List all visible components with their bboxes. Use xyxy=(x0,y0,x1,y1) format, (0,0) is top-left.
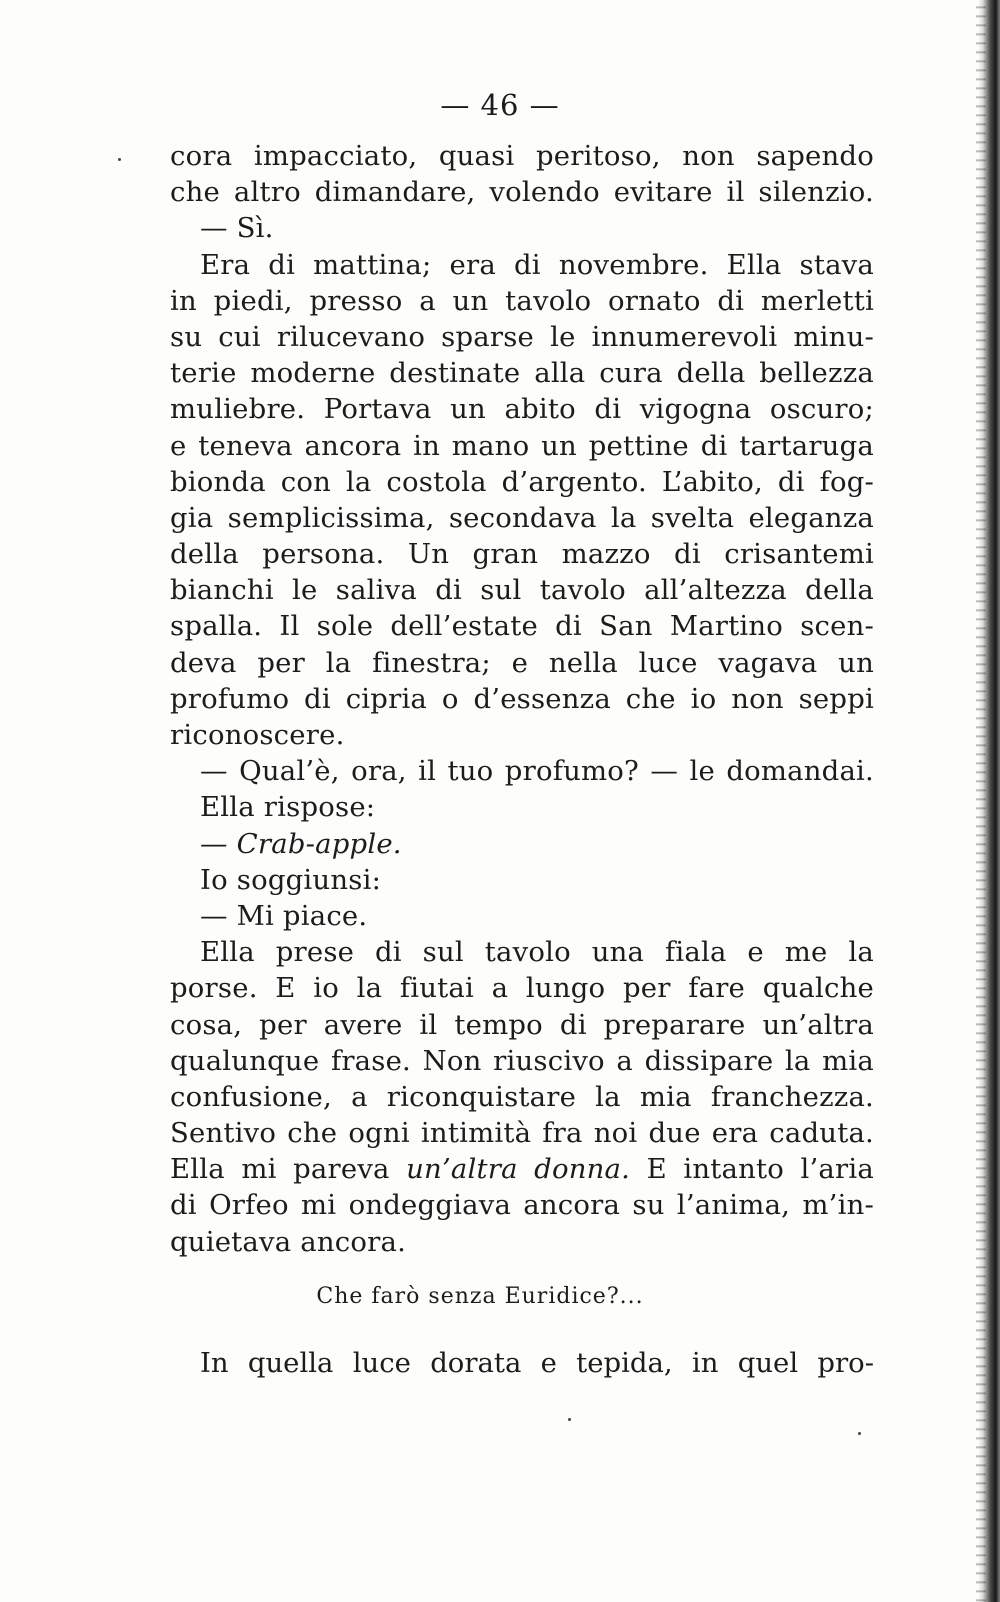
text-line: quietava ancora. xyxy=(170,1225,407,1258)
text-line: riconoscere. xyxy=(170,719,345,751)
text-line: di Orfeo mi ondeggiava ancora su l’anima, m’in- xyxy=(170,1189,874,1222)
text-line: e teneva ancora in mano un pettine di tartaruga xyxy=(170,429,874,462)
text-line: Ella rispose: xyxy=(200,791,376,824)
body-text-final-line: In quella luce dorata e tepida, in quel pro- xyxy=(200,1347,874,1379)
italic-phrase: un’altra donna. xyxy=(406,1153,631,1186)
text-line: Io soggiunsi: xyxy=(200,863,382,896)
text-line: cora impacciato, quasi peritoso, non sapendo xyxy=(170,140,874,172)
epigraph-quote: Che farò senza Euridice?... xyxy=(316,1284,644,1309)
page-number: — 46 — xyxy=(440,88,560,122)
text-line: deva per la finestra; e nella luce vagava un xyxy=(170,646,874,679)
text-line: bianchi le saliva di sul tavolo all’altezza della xyxy=(170,574,874,607)
text-line: qualunque frase. Non riuscivo a dissipare la mia xyxy=(170,1044,874,1077)
text-line: Sentivo che ogni intimità fra noi due era caduta. xyxy=(170,1117,874,1150)
text-line: bionda con la costola d’argento. L’abito, di fog- xyxy=(170,465,874,498)
text-line: porse. E io la fiutai a lungo per fare qualche xyxy=(170,972,874,1005)
text-line: profumo di cipria o d’essenza che io non seppi xyxy=(170,682,874,715)
text-line: in piedi, presso a un tavolo ornato di merletti xyxy=(170,284,874,317)
text-line: Era di mattina; era di novembre. Ella stava xyxy=(200,248,874,281)
text-line: — Sì. xyxy=(200,212,274,245)
text-line: spalla. Il sole dell’estate di San Martino scen- xyxy=(170,610,874,643)
ink-speck xyxy=(118,158,121,161)
text-line: — Mi piace. xyxy=(200,899,368,932)
text-line: che altro dimandare, volendo evitare il silenzio. xyxy=(170,176,874,209)
text-line: cosa, per avere il tempo di preparare un’altra xyxy=(170,1008,874,1041)
text-line: della persona. Un gran mazzo di crisantemi xyxy=(170,538,874,571)
ink-speck xyxy=(568,1418,571,1421)
body-text xyxy=(170,138,874,1260)
text-line: muliebre. Portava un abito di vigogna oscuro; xyxy=(170,393,874,426)
text-line: gia semplicissima, secondava la svelta eleganza xyxy=(170,501,874,534)
text-line: Ella prese di sul tavolo una fiala e me la xyxy=(200,936,874,969)
text-line: — Qual’è, ora, il tuo profumo? — le domandai. xyxy=(200,755,874,788)
text-line: confusione, a riconquistare la mia franchezza. xyxy=(170,1080,874,1113)
ink-speck xyxy=(858,1432,861,1435)
text-line: su cui rilucevano sparse le innumerevoli minu- xyxy=(170,320,874,353)
text-line: terie moderne destinate alla cura della bellezza xyxy=(170,357,874,390)
text-line: Ella mi pareva un’altra donna. E intanto l’aria xyxy=(170,1153,874,1186)
spine-speckle xyxy=(976,0,986,1602)
text-line: — Crab-apple. xyxy=(200,827,402,860)
